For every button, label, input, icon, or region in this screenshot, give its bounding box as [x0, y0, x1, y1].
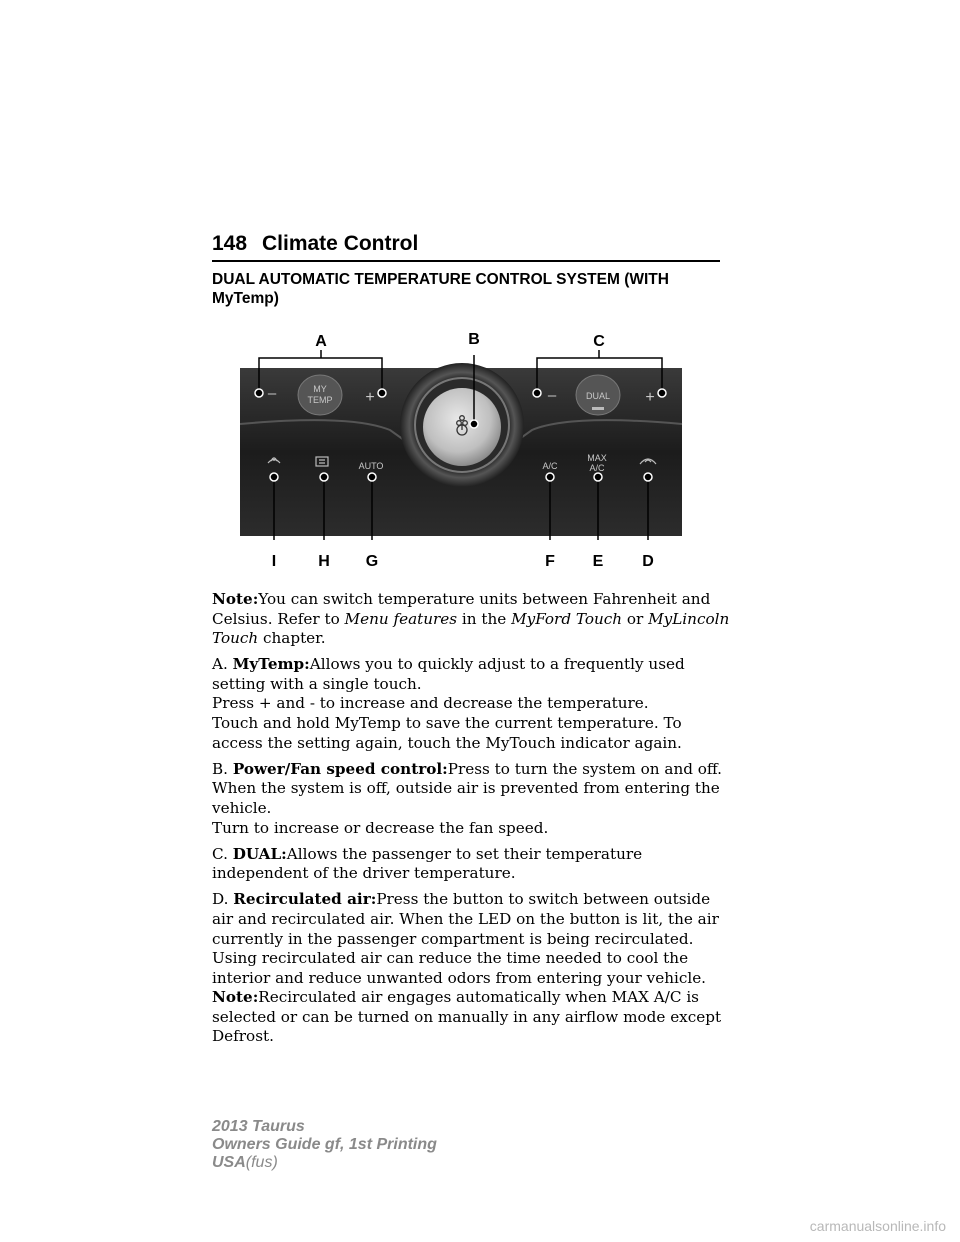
- page-header: [212, 232, 720, 262]
- note-recirculated: Note:Recirculated air engages automatically when MAX A/C is selected or can be turned on manually in any airflow mode except Defrost.: [212, 988, 722, 1046]
- header-rule: [212, 260, 720, 262]
- callout-dot-e: [594, 473, 602, 481]
- callout-g: G: [365, 553, 379, 570]
- panel-label-dual: DUAL: [585, 391, 611, 401]
- myford-touch-ref: MyFord Touch: [511, 609, 623, 628]
- page-footer: [212, 1118, 437, 1172]
- callout-dot-i: [270, 473, 278, 481]
- item-b: B. Power/Fan speed control:Press to turn the system on and off. When the system is off, outside air is prevented from entering the vehicle.: [212, 759, 722, 817]
- note-units: Note:You can switch temperature units between Fahrenheit and Celsius. Refer to Menu features in the MyFord Touch or MyLincoln Touch chapter.: [212, 590, 730, 648]
- callout-a: A: [315, 333, 327, 350]
- item-a-line3: Touch and hold MyTemp to save the current temperature. To access the setting again, touch the MyTouch indicator again.: [212, 714, 682, 752]
- item-c: C. DUAL:Allows the passenger to set their temperature independent of the driver temperature.: [212, 844, 643, 883]
- item-b-line2: Turn to increase or decrease the fan speed.: [212, 818, 549, 837]
- item-a: A. MyTemp:Allows you to quickly adjust to a frequently used setting with a single touch.: [212, 655, 685, 693]
- footer-line2: Owners Guide gf, 1st Printing: [212, 1136, 437, 1153]
- item-b-label: Power/Fan speed control:: [232, 759, 448, 778]
- callout-h: H: [318, 553, 330, 570]
- passenger-minus-label: –: [547, 387, 557, 404]
- callout-dot-d: [644, 473, 652, 481]
- section-title: DUAL AUTOMATIC TEMPERATURE CONTROL SYSTEM (WITH MyTemp): [212, 271, 669, 307]
- footer-line3: USA(fus): [212, 1154, 278, 1171]
- driver-minus-label: –: [267, 385, 277, 402]
- callout-dot-c-right: [658, 389, 666, 397]
- driver-plus-label: +: [365, 389, 375, 406]
- item-d-label: Recirculated air:: [233, 890, 377, 909]
- callout-e: E: [592, 553, 604, 570]
- callout-b: B: [468, 331, 480, 348]
- passenger-plus-label: +: [645, 389, 655, 406]
- panel-label-max: MAX: [587, 453, 607, 463]
- callout-dot-c-left: [533, 389, 541, 397]
- item-d: D. Recirculated air:Press the button to switch between outside air and recirculated air. When the LED on the button is lit, the air currently in the passenger compartment is being recirculated. Using recirculated air can reduce the time needed to cool the interior and reduce unwanted odors from entering your vehicle.: [212, 890, 719, 987]
- climate-control-figure: [240, 330, 690, 575]
- callout-dot-a-left: [255, 389, 263, 397]
- climate-panel-illustration: [240, 330, 690, 575]
- item-a-line2: Press + and - to increase and decrease the temperature.: [212, 694, 649, 713]
- callout-d: D: [642, 553, 654, 570]
- callout-dot-b: [470, 420, 478, 428]
- page-number: 148: [212, 232, 248, 255]
- watermark: carmanualsonline.info: [809, 1218, 946, 1234]
- mylincoln-touch-ref: MyLincoln Touch: [212, 609, 730, 648]
- footer-line1: 2013 Taurus: [212, 1118, 305, 1135]
- panel-label-max-ac: A/C: [589, 463, 605, 473]
- callout-dot-a-right: [378, 389, 386, 397]
- panel-label-my: MY: [313, 384, 327, 394]
- note2-label: Note:: [212, 988, 259, 1007]
- callout-c: C: [593, 333, 605, 350]
- panel-label-temp: TEMP: [307, 395, 333, 405]
- callout-dot-f: [546, 473, 554, 481]
- item-c-label: DUAL:: [232, 844, 287, 863]
- callout-i: I: [271, 553, 277, 570]
- menu-features-ref: Menu features: [344, 609, 458, 628]
- callout-dot-h: [320, 473, 328, 481]
- dual-led: [592, 407, 604, 410]
- callout-f: F: [545, 553, 555, 570]
- panel-label-auto: AUTO: [358, 461, 384, 471]
- item-a-label: MyTemp:: [232, 655, 310, 674]
- panel-label-ac: A/C: [542, 461, 558, 471]
- callout-dot-g: [368, 473, 376, 481]
- body-text: [212, 590, 732, 1054]
- note-label: Note:: [212, 590, 259, 608]
- chapter-title: Climate Control: [262, 232, 419, 255]
